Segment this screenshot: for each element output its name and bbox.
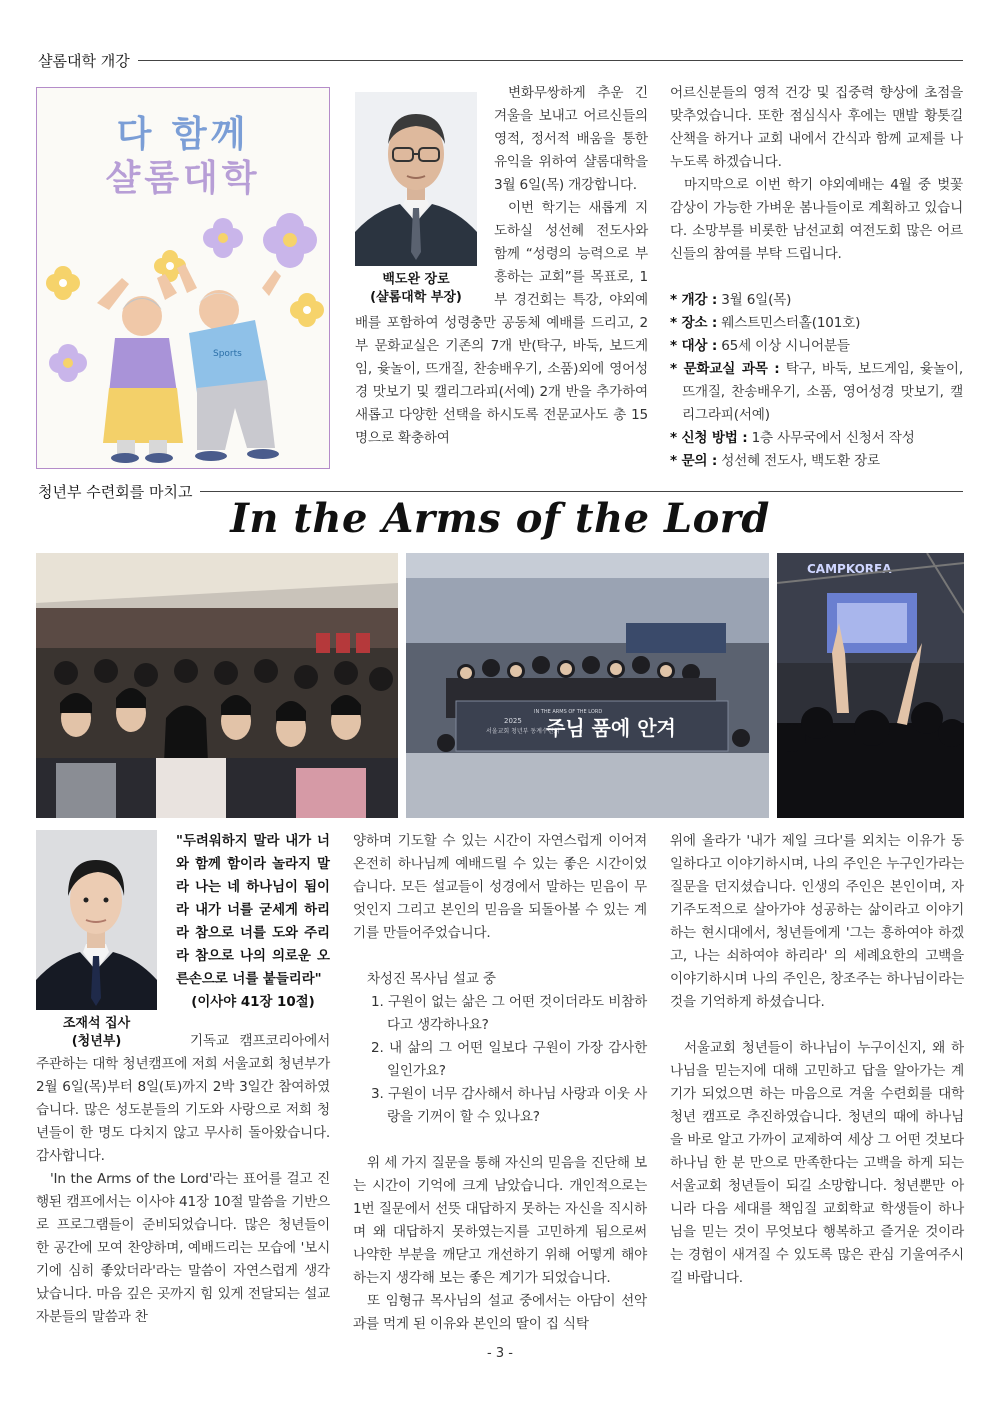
article1-col1-p1: 변화무쌍하게 추운 긴 겨울을 보내고 어르신들의 영적, 정서적 배움을 통한 유익을 위하여 샬롬대학을 3월 6일(목) 개강합니다. — [494, 85, 648, 193]
crowd-photo-icon — [36, 553, 398, 818]
sermon-question-1: 1. 구원이 없는 삶은 그 어떤 것이더라도 비참하다고 생각하나요? — [371, 994, 647, 1033]
shalom-poster — [36, 87, 330, 469]
quote-reference: (이사야 41장 10절) — [191, 995, 315, 1010]
poster-illustration — [37, 88, 330, 469]
sermon-heading: 차성진 목사님 설교 중 — [367, 971, 496, 987]
article2-col2 — [353, 830, 647, 1336]
poster-title-line2: 샬롬대학 — [105, 158, 261, 199]
flower-icon — [290, 293, 324, 327]
flower-icon — [203, 218, 243, 258]
article2-col3 — [670, 830, 964, 1290]
article2-col1-p2: 'In the Arms of the Lord'라는 표어를 걸고 진행된 캠프에서는 이사야 41장 10절 말씀을 기반으로 프로그램들이 준비되었습니다. 많은 청년들이 한 공간에 모여 찬양하며, 예배드리는 모습에 '보시기에 심히 좋았더라'라는 말씀이 자연스럽게 생각났습니다. 마음 깊은 곳까지 힘 있게 전달되는 설교자분들의 말씀과 찬 — [36, 1171, 330, 1325]
group-photo-icon — [406, 553, 769, 818]
svg-text:IN THE ARMS OF THE LORD: IN THE ARMS OF THE LORD — [534, 709, 603, 715]
info-list — [670, 289, 963, 473]
article-title: In the Arms of the Lord — [230, 495, 770, 542]
photo-wrap-spacer — [355, 82, 494, 312]
svg-text:CAMPKOREA: CAMPKOREA — [807, 562, 892, 576]
svg-text:Sports: Sports — [213, 349, 242, 359]
sermon-question-2: 2. 내 삶의 그 어떤 일보다 구원이 가장 감사한 일인가요? — [371, 1040, 647, 1079]
article1-col1-p2: 이번 학기는 새롭게 지도하실 성선혜 전도사와 함께 “성령의 능력으로 부흥하는 교회”를 목표로, 1부 경건회는 특강, 야외예배를 포함하여 성령충만 공동체 예배를 드리고, 2부 문화교실은 기존의 7개 반(탁구, 바둑, 보드게임, 윷놀이, 뜨개질, 찬송배우기, 소품)외에 영어성경 맛보기 및 캘리그라피(서예) 2개 반을 추가하여 새롭고 다양한 선택을 하시도록 전문교사도 총 15명으로 확충하여 — [355, 200, 648, 446]
author-name: 조재석 집사 — [62, 1016, 131, 1031]
article2-col1 — [36, 1030, 330, 1329]
scripture-quote — [176, 830, 330, 1014]
info-item-classes: * 문화교실 과목 : 탁구, 바둑, 보드게임, 윷놀이, 뜨개질, 찬송배우기, 소품, 영어성경 맛보기, 캘리그라피(서예) — [670, 361, 963, 423]
author-name: 백도완 장로 — [382, 272, 450, 287]
article2-col2-p3: 또 임형규 목사님의 설교 중에서는 아담이 선악과를 먹게 된 이유와 본인의 딸이 집 식탁 — [353, 1293, 647, 1332]
svg-text:주님 품에 안겨: 주님 품에 안겨 — [546, 716, 676, 740]
grandpa-figure — [177, 264, 281, 461]
section-heading-text: 청년부 수련회를 마치고 — [38, 483, 193, 501]
portrait-icon — [36, 830, 157, 1010]
flower-icon — [46, 266, 80, 300]
section-divider — [138, 60, 963, 61]
article1-col1 — [355, 82, 648, 450]
section-heading-text: 샬롬대학 개강 — [38, 52, 130, 70]
page-number: - 3 - — [487, 1346, 513, 1361]
article1-col2 — [670, 82, 963, 473]
info-item-open: * 개강 : 3월 6일(목) — [670, 292, 792, 308]
section-divider — [200, 491, 963, 492]
svg-text:서울교회 청년부 동계수련회: 서울교회 청년부 동계수련회 — [486, 728, 560, 735]
photo-group-banner — [406, 553, 769, 818]
info-item-target: * 대상 : 65세 이상 시니어분들 — [670, 338, 850, 354]
poster-title-line1: 다 함께 — [116, 114, 250, 155]
photo-audience-selfie — [36, 553, 398, 818]
author-role: (샬롬대학 부장) — [370, 290, 462, 305]
article2-col3-p1: 위에 올라가 '내가 제일 크다'를 외치는 이유가 동일하다고 이야기하시며, 나의 주인은 누구인가라는 질문을 던지셨습니다. 인생의 주인은 본인이며, 자기주도적으로 살아가야 성공하는 삶이라고 이야기하는 현시대에서, 청년들에게 '그는 흥하여야 하겠고, 나는 쇠하여야 하리라' 의 세례요한의 고백을 이야기하시며 나의 주인은, 창조주는 하나님이라는 것을 기억하게 하셨습니다. — [670, 833, 964, 1010]
flower-icon — [263, 213, 317, 268]
grandma-figure — [97, 274, 183, 463]
article1-col2-p2: 마지막으로 이번 학기 야외예배는 4월 중 벚꽃 감상이 가능한 가벼운 봄나들이로 계획하고 있습니다. 소망부를 비롯한 남선교회 여전도회 많은 어르신들의 참여를 부탁 드립니다. — [670, 177, 963, 262]
flower-icon — [49, 344, 87, 382]
sermon-question-3: 3. 구원이 너무 감사해서 하나님 사랑과 이웃 사랑을 기꺼이 할 수 있나요? — [371, 1086, 647, 1125]
worship-photo-icon — [777, 553, 964, 818]
quote-text: "두려워하지 말라 내가 너와 함께 함이라 놀라지 말라 나는 네 하나님이 됨이라 내가 너를 굳세게 하리라 참으로 너를 도와 주리라 참으로 나의 의로운 오른손으로 너를 붙들리라" — [176, 834, 330, 987]
article2-col3-p2: 서울교회 청년들이 하나님이 누구이신지, 왜 하나님을 믿는지에 대해 고민하고 답을 알아가는 계기가 되었으면 하는 마음으로 겨울 수련회를 대학 청년 캠프로 추진하였습니다. 청년의 때에 하나님을 바로 알고 가까이 교제하여 세상 그 어떤 것보다 하나님 한 분 만으로 만족한다는 고백을 하게 되는 서울교회 청년들이 되길 소망합니다. 청년뿐만 아니라 다음 세대를 책임질 교회학교 학생들이 하나님을 믿는 것이 무엇보다 행복하고 즐거운 것이라는 경험이 새겨질 수 있도록 많은 관심 기울여주시길 바랍니다. — [670, 1040, 964, 1286]
section-heading-shalom — [38, 50, 963, 71]
info-item-apply: * 신청 방법 : 1층 사무국에서 신청서 작성 — [670, 430, 915, 446]
article2-col2-p2: 위 세 가지 질문을 통해 자신의 믿음을 진단해 보는 시간이 기억에 크게 남았습니다. 개인적으로는 1번 질문에서 선뜻 대답하지 못하는 자신을 직시하며 왜 대답하지 못하였는지를 고민하게 됨으로써 나약한 부분을 깨닫고 개선하기 위해 어떻게 해야 하는지 생각해 보는 좋은 계기가 되었습니다. — [353, 1155, 647, 1286]
author-photo-jo — [36, 830, 157, 1010]
photo-worship-stage — [777, 553, 964, 818]
svg-text:2025: 2025 — [504, 717, 522, 725]
article2-col2-p1: 양하며 기도할 수 있는 시간이 자연스럽게 이어져 온전히 하나님께 예배드릴 수 있는 좋은 시간이었습니다. 모든 설교들이 성경에서 말하는 믿음이 무엇인지 그리고 본인의 믿음을 되돌아볼 수 있는 계기를 만들어주었습니다. — [353, 833, 647, 941]
caption-wrap-spacer — [36, 1030, 176, 1053]
author-role: (청년부) — [71, 1034, 122, 1049]
article2-col1-p1: 기독교 캠프코리아에서 주관하는 대학 청년캠프에 저희 서울교회 청년부가 2월 6일(목)부터 8일(토)까지 2박 3일간 참여하였습니다. 많은 성도분들의 기도와 사랑으로 저희 청년들이 한 명도 다치지 않고 무사히 돌아왔습니다. 감사합니다. — [36, 1033, 330, 1164]
article1-col2-p1: 어르신분들의 영적 건강 및 집중력 향상에 초점을 맞추었습니다. 또한 점심식사 후에는 맨발 황톳길 산책을 하거나 교회 내에서 간식과 함께 교제를 나누도록 하겠습니다. — [670, 85, 963, 170]
info-item-contact: * 문의 : 성선혜 전도사, 백도환 장로 — [670, 453, 880, 469]
info-item-place: * 장소 : 웨스트민스터홀(101호) — [670, 315, 861, 331]
